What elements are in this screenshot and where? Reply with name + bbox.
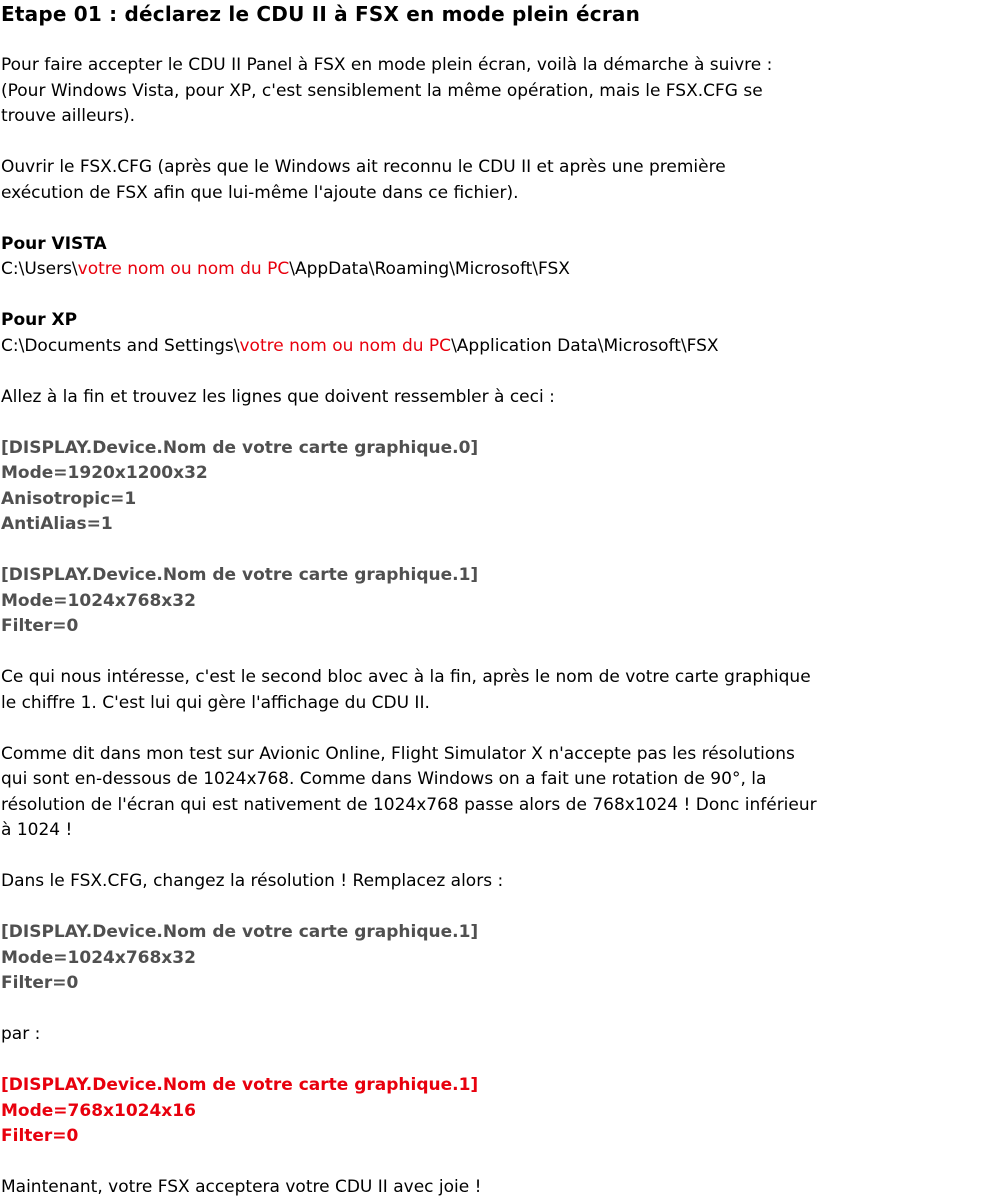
- resolution-paragraph: [1, 742, 1002, 844]
- block0-header: [DISPLAY.Device.Nom de votre carte graphique.0]: [1, 437, 479, 458]
- intro-line-3: trouve ailleurs).: [1, 106, 136, 126]
- find-lines-text: Allez à la fin et trouvez les lignes que doivent ressembler à ceci :: [1, 386, 555, 407]
- intro-line-2: (Pour Windows Vista, pour XP, c'est sensiblement la même opération, mais le FSX.CFG se: [1, 80, 763, 101]
- old-block-filter: Filter=0: [1, 973, 79, 993]
- xp-section: [1, 308, 1002, 359]
- vista-heading: Pour VISTA: [1, 233, 107, 254]
- page-title: Etape 01 : déclarez le CDU II à FSX en mode plein écran: [1, 2, 641, 26]
- xp-path-prefix: C:\Documents and Settings\: [1, 335, 240, 356]
- vista-path: [1, 257, 1002, 283]
- resolution-line-3: résolution de l'écran qui est nativement de 1024x768 passe alors de 768x1024 ! Donc inférieur: [1, 794, 817, 815]
- block1-mode: Mode=1024x768x32: [1, 590, 196, 611]
- new-block-mode: Mode=768x1024x16: [1, 1100, 196, 1121]
- new-block-filter: Filter=0: [1, 1126, 79, 1146]
- resolution-line-4: à 1024 !: [1, 820, 73, 840]
- block1-filter: Filter=0: [1, 616, 79, 636]
- open-cfg-paragraph: [1, 155, 1002, 206]
- block0-antialias: AntiAlias=1: [1, 514, 113, 534]
- old-block-mode: Mode=1024x768x32: [1, 947, 196, 968]
- vista-path-suffix: \AppData\Roaming\Microsoft\FSX: [289, 259, 570, 279]
- block0-mode: Mode=1920x1200x32: [1, 463, 208, 483]
- config-block-1: [1, 563, 1002, 640]
- config-block-0: [1, 436, 1002, 538]
- interest-line-1: Ce qui nous intéresse, c'est le second bloc avec à la fin, après le nom de votre carte graphique: [1, 667, 811, 687]
- open-cfg-line-1: Ouvrir le FSX.CFG (après que le Windows ait reconnu le CDU II et après une première: [1, 157, 726, 177]
- interest-paragraph: [1, 665, 1002, 716]
- xp-heading: Pour XP: [1, 310, 78, 330]
- open-cfg-line-2: exécution de FSX afin que lui-même l'ajoute dans ce fichier).: [1, 182, 519, 203]
- block0-anisotropic: Anisotropic=1: [1, 488, 137, 509]
- new-block-header: [DISPLAY.Device.Nom de votre carte graphique.1]: [1, 1075, 479, 1095]
- vista-path-user: votre nom ou nom du PC: [77, 259, 290, 279]
- intro-paragraph: [1, 53, 1002, 130]
- vista-path-prefix: C:\Users\: [1, 259, 78, 279]
- change-resolution-text: Dans le FSX.CFG, changez la résolution ! Remplacez alors :: [1, 871, 504, 891]
- config-block-old: [1, 920, 1002, 997]
- old-block-header: [DISPLAY.Device.Nom de votre carte graphique.1]: [1, 922, 479, 942]
- intro-line-1: Pour faire accepter le CDU II Panel à FSX en mode plein écran, voilà la démarche à suivre :: [1, 55, 773, 75]
- interest-line-2: le chiffre 1. C'est lui qui gère l'affichage du CDU II.: [1, 692, 430, 713]
- par-text: par :: [1, 1024, 41, 1044]
- conclusion-text: Maintenant, votre FSX acceptera votre CDU II avec joie !: [1, 1177, 482, 1197]
- resolution-line-2: qui sont en-dessous de 1024x768. Comme dans Windows on a fait une rotation de 90°, la: [1, 769, 767, 789]
- vista-section: [1, 232, 1002, 283]
- config-block-new: [1, 1073, 1002, 1150]
- xp-path-user: votre nom ou nom du PC: [239, 335, 452, 356]
- resolution-line-1: Comme dit dans mon test sur Avionic Online, Flight Simulator X n'accepte pas les résolutions: [1, 743, 795, 764]
- xp-path-suffix: \Application Data\Microsoft\FSX: [451, 335, 719, 356]
- block1-header: [DISPLAY.Device.Nom de votre carte graphique.1]: [1, 565, 479, 585]
- xp-path: [1, 334, 1002, 360]
